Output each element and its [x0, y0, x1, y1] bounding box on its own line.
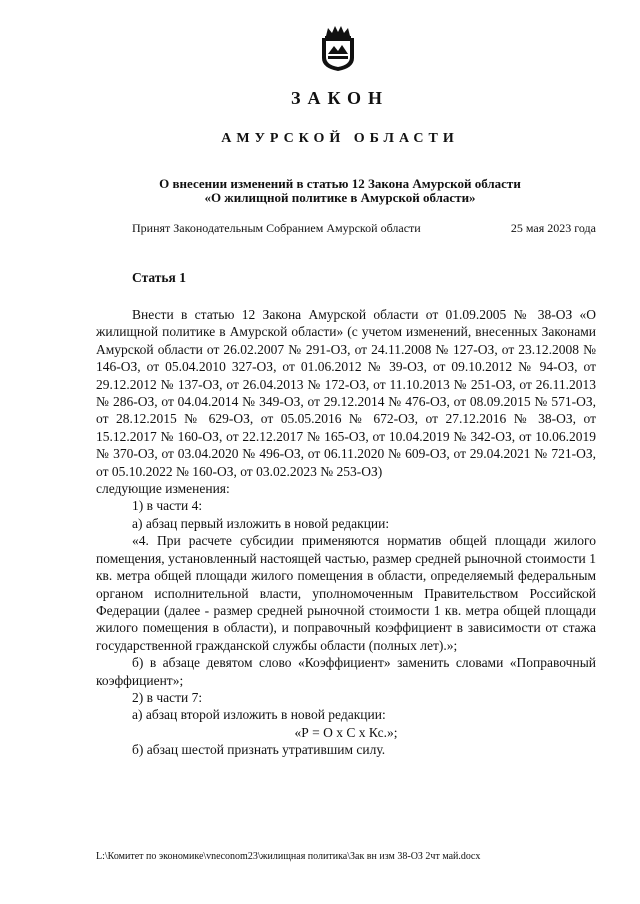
file-path-footer: L:\Комитет по экономике\vnеconom23\жилищная политика\Зак вн изм 38-ОЗ 2чт май.docx: [96, 851, 481, 862]
coat-of-arms-icon: [318, 24, 358, 72]
item-2a: а) абзац второй изложить в новой редакции:: [132, 707, 386, 723]
adopted-by: Принят Законодательным Собранием Амурской области: [132, 221, 421, 235]
law-title: ЗАКОН: [290, 88, 390, 108]
item-2: 2) в части 7:: [132, 689, 203, 705]
subject-line-1: О внесении изменений в статью 12 Закона Амурской области: [159, 176, 521, 191]
quote-paragraph: «4. При расчете субсидии применяются норматив общей площади жилого помещения, установленный настоящей частью, размер средней рыночной стоимости 1 кв. метра общей площади жилого помещения в области, определяемый федеральным органом исполнительной власти, уполномоченным Правительством Российской Федерации (далее - размер средней рыночной стоимости 1 кв. метра общей площади жилого помещения в области), и поправочный коэффициент в зависимости от стажа государственной гражданской службы области (полных лет).»;: [96, 533, 596, 653]
adopted-date: 25 мая 2023 года: [510, 221, 596, 235]
article-body: [96, 306, 596, 759]
formula: «Р = О х С х Кс.»;: [294, 724, 398, 740]
region-title: АМУРСКОЙ ОБЛАСТИ: [221, 131, 459, 146]
law-subject: [0, 177, 640, 205]
article-heading: Статья 1: [132, 270, 186, 285]
subject-line-2: «О жилищной политике в Амурской области»: [204, 190, 476, 205]
item-2b: б) абзац шестой признать утратившим силу.: [132, 742, 386, 758]
intro-paragraph: Внести в статью 12 Закона Амурской области от 01.09.2005 № 38-ОЗ «О жилищной политике в Амурской области» (с учетом изменений, внесенных Законами Амурской области от 26.02.2007 № 291-ОЗ, от 24.11.2008 № 127-ОЗ, от 23.12.2008 № 146-ОЗ, от 05.04.2010 327-ОЗ, от 01.06.2012 № 39-ОЗ, от 09.10.2012 № 94-ОЗ, от 29.12.2012 № 137-ОЗ, от 26.04.2013 № 172-ОЗ, от 11.10.2013 № 251-ОЗ, от 26.11.2013 № 286-ОЗ, от 04.04.2014 № 349-ОЗ, от 29.12.2014 № 476-ОЗ, от 08.09.2015 № 571-ОЗ, от 28.12.2015 № 629-ОЗ, от 05.05.2016 № 672-ОЗ, от 27.12.2016 № 38-ОЗ, от 15.12.2017 № 160-ОЗ, от 22.12.2017 № 165-ОЗ, от 10.04.2019 № 342-ОЗ, от 10.06.2019 № 370-ОЗ, от 03.04.2020 № 496-ОЗ, от 06.11.2020 № 609-ОЗ, от 29.04.2021 № 721-ОЗ, от 05.10.2022 № 160-ОЗ, от 03.02.2023 № 253-ОЗ): [96, 307, 596, 479]
intro-last-line: следующие изменения:: [96, 481, 230, 497]
item-1: 1) в части 4:: [132, 498, 203, 514]
item-1b: б) в абзаце девятом слово «Коэффициент» заменить словами «Поправочный коэффициент»;: [96, 655, 596, 688]
item-1a: а) абзац первый изложить в новой редакции:: [132, 515, 390, 531]
